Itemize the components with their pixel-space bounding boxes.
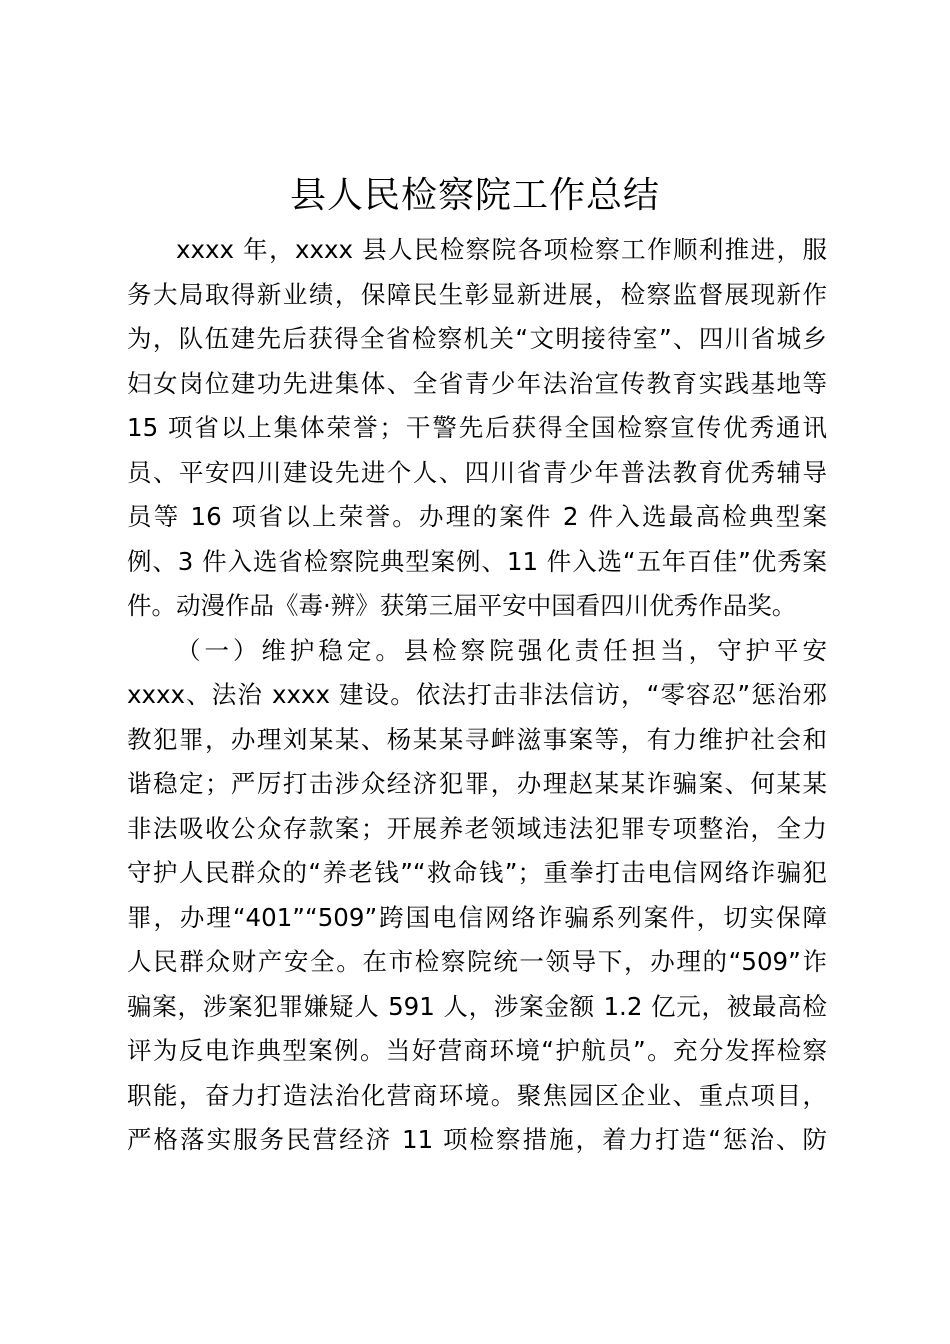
body-line: 员等 16 项省以上荣誉。办理的案件 2 件入选最高检典型案 [127, 502, 827, 531]
body-line: 为，队伍建先后获得全省检察机关“文明接待室”、四川省城乡 [127, 324, 827, 353]
body-line: 谐稳定；严厉打击涉众经济犯罪，办理赵某某诈骗案、何某某 [127, 769, 827, 798]
body-line: 15 项省以上集体荣誉；干警先后获得全国检察宣传优秀通讯 [127, 413, 827, 442]
body-line: 严格落实服务民营经济 11 项检察措施，着力打造“惩治、防 [127, 1125, 827, 1154]
body-line: xxxx 年，xxxx 县人民检察院各项检察工作顺利推进，服 [176, 235, 827, 264]
body-line: 务大局取得新业绩，保障民生彰显新进展，检察监督展现新作 [127, 279, 827, 309]
body-line: 罪，办理“401”“509”跨国电信网络诈骗系列案件，切实保障 [127, 902, 827, 932]
body-line: （一）维护稳定。县检察院强化责任担当，守护平安 [176, 635, 827, 665]
body-line: xxxx、法治 xxxx 建设。依法打击非法信访，“零容忍”惩治邪 [127, 680, 827, 709]
body-line: 件。动漫作品《毒·辨》获第三届平安中国看四川优秀作品奖。 [127, 591, 797, 620]
document-body [127, 228, 827, 1163]
body-line: 妇女岗位建功先进集体、全省青少年法治宣传教育实践基地等 [127, 368, 827, 398]
body-line: 员、平安四川建设先进个人、四川省青少年普法教育优秀辅导 [127, 457, 827, 487]
document-title: 县人民检察院工作总结 [289, 175, 660, 216]
body-line: 评为反电诈典型案例。当好营商环境“护航员”。充分发挥检察 [127, 1036, 827, 1065]
body-line: 教犯罪，办理刘某某、杨某某寻衅滋事案等，有力维护社会和 [127, 724, 827, 754]
body-line: 骗案，涉案犯罪嫌疑人 591 人，涉案金额 1.2 亿元，被最高检 [127, 991, 827, 1021]
body-line: 例、3 件入选省检察院典型案例、11 件入选“五年百佳”优秀案 [127, 546, 827, 576]
body-line: 守护人民群众的“养老钱”“救命钱”；重拳打击电信网络诈骗犯 [127, 858, 827, 887]
body-line: 非法吸收公众存款案；开展养老领域违法犯罪专项整治，全力 [127, 813, 827, 843]
body-line: 职能，奋力打造法治化营商环境。聚焦园区企业、重点项目， [127, 1080, 827, 1110]
body-line: 人民群众财产安全。在市检察院统一领导下，办理的“509”诈 [127, 947, 827, 976]
